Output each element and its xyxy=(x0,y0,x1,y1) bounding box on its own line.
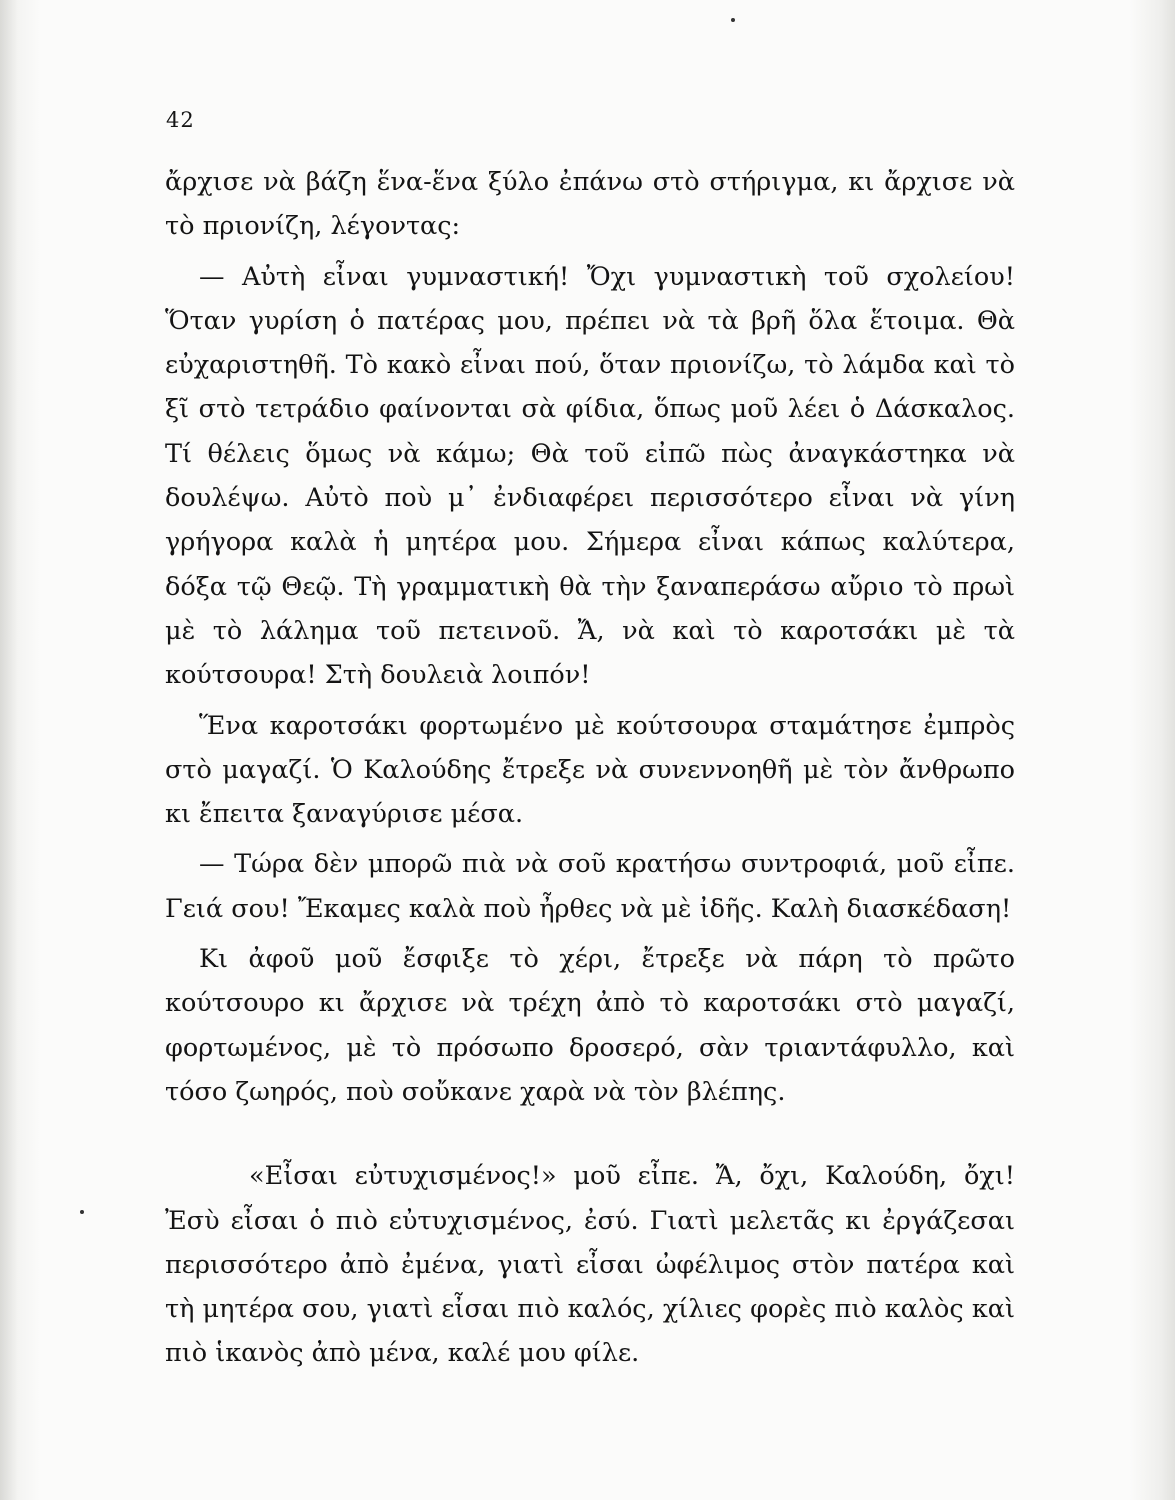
ink-speck xyxy=(731,18,735,22)
paragraph-5: Κι ἀφοῦ μοῦ ἔσφιξε τὸ χέρι, ἔτρεξε νὰ πάρη τὸ πρῶτο κούτσουρο κι ἄρχισε νὰ τρέχη ἀπὸ τὸ καροτσάκι στὸ μαγαζί, φορτωμένος, μὲ τὸ πρόσωπο δροσερό, σὰν τριαντάφυλλο, καὶ τόσο ζωηρός, ποὺ σοὔκανε χαρὰ νὰ τὸν βλέπης. xyxy=(165,944,1015,1107)
body-text xyxy=(165,160,1015,1376)
paragraph-3: Ἕνα καροτσάκι φορτωμένο μὲ κούτσουρα σταμάτησε ἐμπρὸς στὸ μαγαζί. Ὁ Καλούδης ἔτρεξε νὰ συνεννοηθῆ μὲ τὸν ἄνθρωπο κι ἔπειτα ξαναγύρισε μέσα. xyxy=(165,710,1015,830)
paragraph-6: «Εἶσαι εὐτυχισμένος!» μοῦ εἶπε. Ἄ, ὄχι, Καλούδη, ὄχι! Ἐσὺ εἶσαι ὁ πιὸ εὐτυχισμένος, ἐσύ. Γιατὶ μελετᾶς κι ἐργάζεσαι περισσότερο ἀπὸ ἐμένα, γιατὶ εἶσαι ὠφέλιμος στὸν πατέρα καὶ τὴ μητέρα σου, γιατὶ εἶσαι πιὸ καλός, χίλιες φορὲς πιὸ καλὸς καὶ πιὸ ἱκανὸς ἀπὸ μένα, καλέ μου φίλε. xyxy=(165,1161,1015,1369)
ink-speck xyxy=(80,1210,84,1214)
page-number: 42 xyxy=(166,108,195,132)
paragraph-2: — Αὐτὴ εἶναι γυμναστική! Ὄχι γυμναστικὴ τοῦ σχολείου! Ὅταν γυρίση ὁ πατέρας μου, πρέπει νὰ τὰ βρῆ ὅλα ἕτοιμα. Θὰ εὐχαριστηθῆ. Τὸ κακὸ εἶναι πού, ὅταν πριονίζω, τὸ λάμδα καὶ τὸ ξῖ στὸ τετράδιο φαίνονται σὰ φίδια, ὅπως μοῦ λέει ὁ Δάσκαλος. Τί θέλεις ὅμως νὰ κάμω; Θὰ τοῦ εἰπῶ πὼς ἀναγκάστηκα νὰ δουλέψω. Αὐτὸ ποὺ μ᾿ ἐνδιαφέρει περισσότερο εἶναι νὰ γίνη γρήγορα καλὰ ἡ μητέρα μου. Σήμερα εἶναι κάπως καλύτερα, δόξα τῷ Θεῷ. Τὴ γραμματικὴ θὰ τὴν ξαναπεράσω αὔριο τὸ πρωὶ μὲ τὸ λάλημα τοῦ πετεινοῦ. Ἄ, νὰ καὶ τὸ καροτσάκι μὲ τὰ κούτσουρα! Στὴ δουλειὰ λοιπόν! xyxy=(165,261,1015,691)
paragraph-4: — Τώρα δὲν μπορῶ πιὰ νὰ σοῦ κρατήσω συντροφιά, μοῦ εἶπε. Γειά σου! Ἔκαμες καλὰ ποὺ ἦρθες νὰ μὲ ἰδῆς. Καλὴ διασκέδαση! xyxy=(165,849,1015,924)
paragraph-1: ἄρχισε νὰ βάζη ἕνα-ἕνα ξύλο ἐπάνω στὸ στήριγμα, κι ἄρχισε νὰ τὸ πριονίζη, λέγοντας: xyxy=(165,167,1015,242)
